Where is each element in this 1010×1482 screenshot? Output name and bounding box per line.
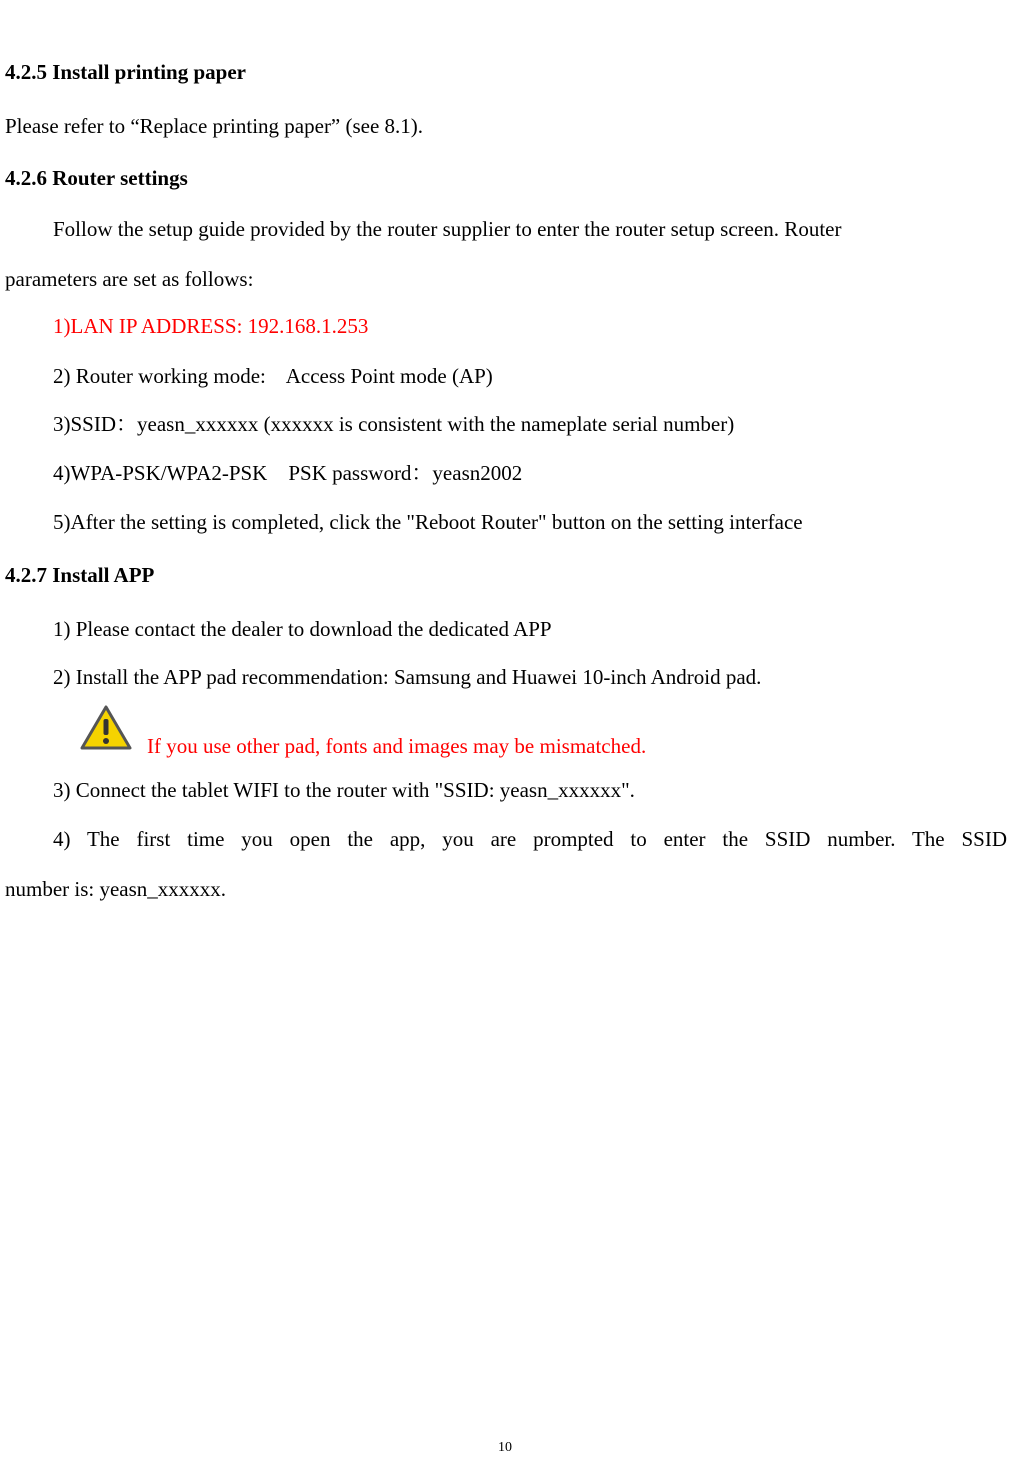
router-intro-line-1: Follow the setup guide provided by the router supplier to enter the router setup screen. Router <box>53 217 842 241</box>
router-intro-line-2: parameters are set as follows: <box>5 267 254 291</box>
router-item-reboot: 5)After the setting is completed, click the "Reboot Router" button on the setting interface <box>53 510 803 534</box>
app-item-contact-dealer: 1) Please contact the dealer to download the dedicated APP <box>53 617 552 641</box>
section-heading-4-2-7: 4.2.7 Install APP <box>5 563 155 587</box>
app-item-first-open-line-1: 4) The first time you open the app, you are prompted to enter the SSID number. The SSID <box>53 827 1007 851</box>
warning-triangle-icon <box>79 704 133 752</box>
app-item-pad-recommendation: 2) Install the APP pad recommendation: Samsung and Huawei 10-inch Android pad. <box>53 665 762 689</box>
router-item-working-mode: 2) Router working mode: Access Point mode (AP) <box>53 364 493 388</box>
paragraph-replace-paper: Please refer to “Replace printing paper” (see 8.1). <box>5 114 424 138</box>
page-number: 10 <box>498 1440 512 1455</box>
app-item-first-open-line-2: number is: yeasn_xxxxxx. <box>5 877 227 901</box>
router-item-psk: 4)WPA-PSK/WPA2-PSK PSK password：yeasn2002 <box>53 461 523 485</box>
router-item-ssid: 3)SSID：yeasn_xxxxxx (xxxxxx is consistent with the nameplate serial number) <box>53 412 735 436</box>
app-item-connect-wifi: 3) Connect the tablet WIFI to the router with "SSID: yeasn_xxxxxx". <box>53 778 635 802</box>
warning-text: If you use other pad, fonts and images may be mismatched. <box>147 734 647 758</box>
section-heading-4-2-5: 4.2.5 Install printing paper <box>5 60 246 84</box>
section-heading-4-2-6: 4.2.6 Router settings <box>5 166 188 190</box>
router-item-lan-ip: 1)LAN IP ADDRESS: 192.168.1.253 <box>53 314 369 338</box>
